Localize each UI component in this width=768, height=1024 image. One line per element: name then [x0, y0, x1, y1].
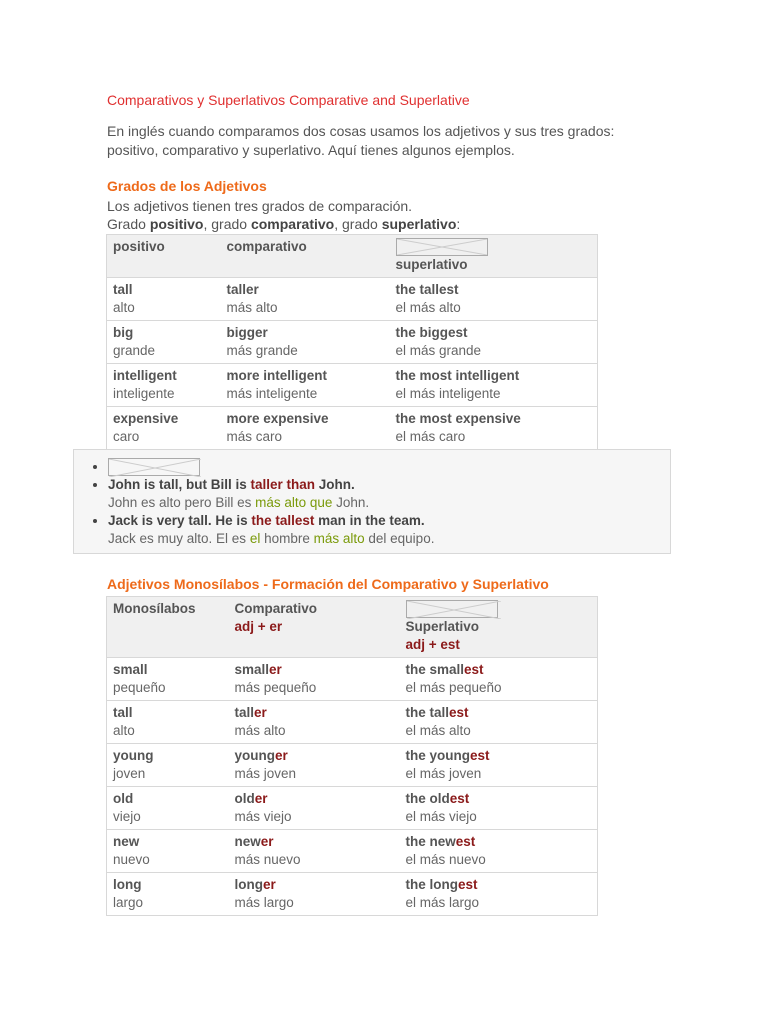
- mono-heading: Adjetivos Monosílabos - Formación del Comparativo y Superlativo: [107, 576, 549, 592]
- cell-spanish: el más inteligente: [395, 386, 501, 401]
- cell-english: [235, 833, 394, 851]
- suffix: est: [470, 748, 490, 763]
- grados-table-header: [107, 235, 598, 278]
- text: Jack is very tall. He is: [108, 513, 252, 529]
- table-cell: [107, 830, 229, 873]
- text: Jack es muy alto. El es: [108, 531, 250, 547]
- broken-image-icon: [406, 600, 498, 618]
- stem: tall: [234, 705, 255, 720]
- suffix: est: [449, 791, 470, 806]
- cell-english: taller: [226, 282, 259, 297]
- cell-english: more expensive: [226, 411, 329, 426]
- stem: small: [234, 662, 270, 677]
- cell-english: [235, 704, 394, 722]
- text: John es alto pero Bill es: [108, 495, 256, 511]
- text: man in the team.: [314, 513, 425, 529]
- table-cell: [390, 278, 598, 321]
- cell-spanish: nuevo: [113, 852, 150, 867]
- suffix: er: [254, 791, 268, 806]
- cell-spanish: más grande: [226, 343, 298, 358]
- suffix: est: [455, 834, 476, 849]
- highlight: el: [249, 531, 261, 547]
- table-cell: [390, 364, 598, 407]
- mono-table: [106, 596, 598, 916]
- cell-spanish: más caro: [226, 429, 283, 444]
- suffix: est: [458, 877, 478, 892]
- stem: the long: [405, 877, 458, 892]
- table-cell: [107, 658, 229, 701]
- stem: the small: [405, 662, 465, 677]
- table-cell: [107, 407, 221, 450]
- cell-spanish: el más largo: [405, 895, 480, 910]
- cell-spanish: más joven: [234, 766, 297, 781]
- cell-spanish: más viejo: [234, 809, 292, 824]
- stem: the new: [405, 834, 456, 849]
- stem: long: [234, 877, 263, 892]
- cell-spanish: más alto: [226, 300, 278, 315]
- cell-english: [406, 747, 592, 765]
- cell-spanish: más largo: [234, 895, 294, 910]
- cell-spanish: caro: [113, 429, 140, 444]
- cell-spanish: más nuevo: [234, 852, 301, 867]
- header-comparativo: [229, 597, 400, 658]
- table-cell: [221, 364, 390, 407]
- cell-spanish: alto: [113, 300, 135, 315]
- text: Grado: [107, 216, 150, 232]
- cell-english: the most expensive: [395, 411, 521, 426]
- cell-english: [235, 790, 394, 808]
- grados-table: [106, 234, 598, 450]
- table-row: [107, 787, 598, 830]
- mono-table-header: [107, 597, 598, 658]
- table-cell: [400, 744, 598, 787]
- bold-comparativo: comparativo: [250, 216, 335, 232]
- cell-english: [406, 833, 592, 851]
- suffix: er: [269, 662, 282, 677]
- table-row: [107, 278, 598, 321]
- cell-english: bigger: [226, 325, 268, 340]
- header-comparativo-label: Comparativo: [234, 601, 318, 616]
- cell-english: [406, 876, 592, 894]
- stem: the old: [405, 791, 450, 806]
- superlativo-rule: adj + est: [405, 637, 460, 652]
- table-cell: [221, 321, 390, 364]
- cell-english: tall: [113, 282, 133, 297]
- table-cell: [229, 701, 400, 744]
- list-item: [108, 476, 670, 512]
- example-2-en: [108, 512, 670, 530]
- cell-english: the tallest: [395, 282, 459, 297]
- cell-spanish: el más alto: [405, 723, 471, 738]
- suffix: est: [464, 662, 484, 677]
- cell-spanish: el más nuevo: [405, 852, 486, 867]
- cell-spanish: largo: [113, 895, 144, 910]
- header-superlativo-label: superlativo: [395, 257, 468, 272]
- table-row: [107, 364, 598, 407]
- table-row: [107, 701, 598, 744]
- stem: young: [234, 748, 275, 763]
- text: John is tall, but Bill is: [108, 477, 251, 493]
- cell-english: expensive: [113, 411, 179, 426]
- table-row: [107, 830, 598, 873]
- table-cell: [107, 364, 221, 407]
- highlight: más alto: [313, 531, 365, 547]
- examples-list: [74, 458, 670, 548]
- text: del equipo.: [364, 531, 435, 547]
- cell-spanish: el más viejo: [405, 809, 477, 824]
- cell-english: tall: [113, 705, 133, 720]
- cell-english: [235, 876, 394, 894]
- table-cell: [229, 787, 400, 830]
- comparativo-rule: adj + er: [234, 619, 283, 634]
- table-cell: [390, 407, 598, 450]
- suffix: er: [275, 748, 288, 763]
- table-row: [107, 407, 598, 450]
- table-cell: [221, 278, 390, 321]
- cell-english: the most intelligent: [395, 368, 520, 383]
- table-cell: [400, 787, 598, 830]
- table-cell: [400, 873, 598, 916]
- cell-english: new: [113, 834, 140, 849]
- cell-spanish: el más alto: [395, 300, 461, 315]
- cell-spanish: el más caro: [395, 429, 466, 444]
- cell-english: [406, 790, 592, 808]
- suffix: er: [260, 834, 274, 849]
- suffix: er: [263, 877, 276, 892]
- cell-english: intelligent: [113, 368, 177, 383]
- header-superlativo-label: Superlativo: [405, 619, 480, 634]
- bold-positivo: positivo: [149, 216, 204, 232]
- cell-spanish: el más grande: [395, 343, 482, 358]
- broken-image-icon: [396, 238, 488, 256]
- table-cell: [400, 701, 598, 744]
- table-cell: [107, 321, 221, 364]
- cell-spanish: el más joven: [405, 766, 482, 781]
- cell-english: old: [113, 791, 134, 806]
- broken-image-icon: [108, 458, 200, 476]
- text: hombre: [260, 531, 314, 547]
- cell-english: big: [113, 325, 134, 340]
- stem: new: [234, 834, 261, 849]
- stem: the tall: [405, 705, 450, 720]
- suffix: est: [449, 705, 469, 720]
- text: , grado: [203, 216, 251, 232]
- cell-spanish: más alto: [234, 723, 286, 738]
- stem: the young: [405, 748, 470, 763]
- cell-english: more intelligent: [226, 368, 328, 383]
- example-1-es: [108, 494, 670, 512]
- cell-spanish: inteligente: [113, 386, 175, 401]
- example-2-es: [108, 530, 670, 548]
- table-cell: [107, 701, 229, 744]
- cell-spanish: el más pequeño: [405, 680, 502, 695]
- table-cell: [400, 658, 598, 701]
- table-cell: [390, 321, 598, 364]
- header-comparativo: comparativo: [221, 235, 390, 278]
- cell-spanish: joven: [113, 766, 146, 781]
- example-1-en: [108, 476, 670, 494]
- cell-english: long: [113, 877, 142, 892]
- table-cell: [229, 873, 400, 916]
- text: John.: [332, 495, 370, 511]
- intro-paragraph: En inglés cuando comparamos dos cosas usamos los adjetivos y sus tres grados: positivo, comparativo y superlativo. Aquí tienes algunos ejemplos.: [107, 123, 615, 158]
- cell-english: small: [113, 662, 148, 677]
- grados-line2: [107, 215, 460, 233]
- text: John.: [315, 477, 355, 493]
- page-title: Comparativos y Superlativos Comparative and Superlative: [107, 92, 470, 108]
- cell-english: young: [113, 748, 154, 763]
- cell-english: [235, 661, 394, 679]
- table-cell: [107, 278, 221, 321]
- table-row: [107, 658, 598, 701]
- grados-heading: Grados de los Adjetivos: [107, 178, 267, 194]
- grados-intro: [107, 197, 460, 233]
- table-cell: [107, 744, 229, 787]
- list-item: [108, 458, 670, 476]
- cell-spanish: más inteligente: [226, 386, 318, 401]
- cell-english: [406, 704, 592, 722]
- table-row: [107, 321, 598, 364]
- table-cell: [229, 658, 400, 701]
- cell-spanish: pequeño: [113, 680, 166, 695]
- table-cell: [229, 744, 400, 787]
- cell-spanish: viejo: [113, 809, 141, 824]
- cell-english: [406, 661, 592, 679]
- table-cell: [107, 873, 229, 916]
- text: , grado: [334, 216, 382, 232]
- table-cell: [221, 407, 390, 450]
- cell-spanish: más pequeño: [234, 680, 317, 695]
- stem: old: [234, 791, 255, 806]
- table-row: [107, 873, 598, 916]
- suffix: er: [254, 705, 267, 720]
- table-cell: [400, 830, 598, 873]
- cell-english: [235, 747, 394, 765]
- grados-line1: Los adjetivos tienen tres grados de comparación.: [107, 198, 413, 214]
- table-cell: [107, 787, 229, 830]
- highlight: the tallest: [251, 513, 315, 529]
- cell-spanish: grande: [113, 343, 156, 358]
- cell-english: the biggest: [395, 325, 468, 340]
- examples-box: [73, 449, 671, 554]
- header-superlativo: [390, 235, 598, 278]
- bold-superlativo: superlativo: [381, 216, 457, 232]
- table-row: [107, 744, 598, 787]
- highlight: taller than: [250, 477, 316, 493]
- cell-spanish: alto: [113, 723, 135, 738]
- header-superlativo: [400, 597, 598, 658]
- text: :: [456, 216, 461, 232]
- header-positivo: positivo: [107, 235, 221, 278]
- highlight: más alto que: [255, 495, 333, 511]
- table-cell: [229, 830, 400, 873]
- header-monosilabos: Monosílabos: [107, 597, 229, 658]
- list-item: [108, 512, 670, 548]
